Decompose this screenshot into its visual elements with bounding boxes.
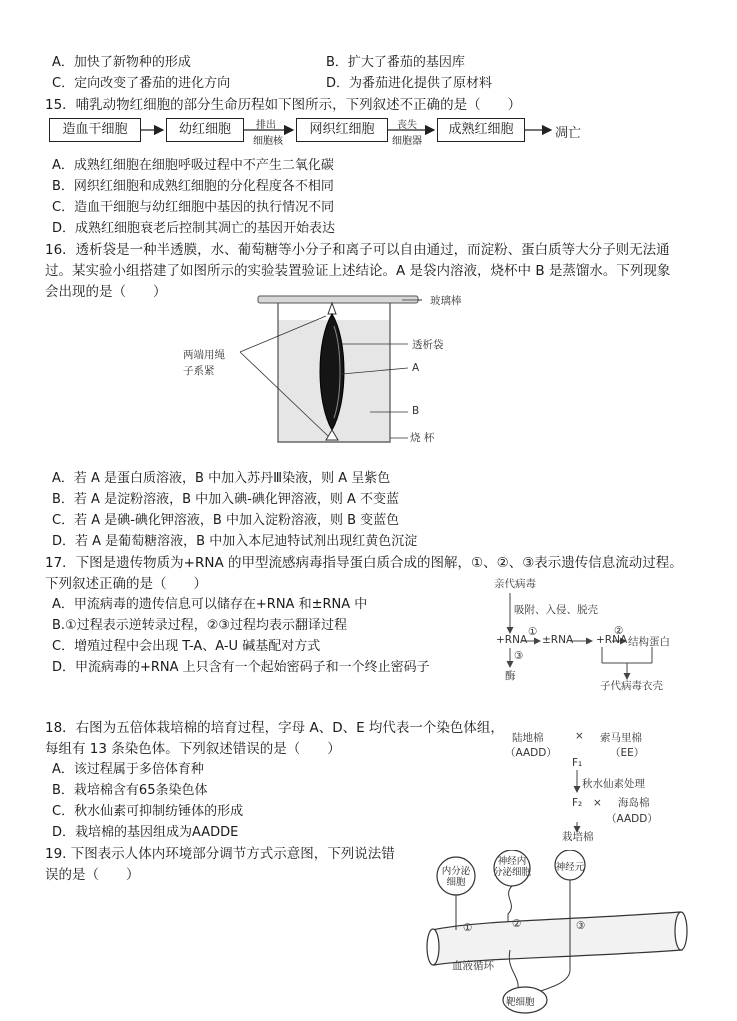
label-dialysis-bag: 透析袋 [412, 339, 444, 351]
label-rope-line1: 两端用绳 [183, 349, 225, 361]
label-step3: ③ [514, 650, 524, 662]
label-upland-genome: （AADD） [505, 747, 557, 759]
label-progeny-capsid: 子代病毒衣壳 [600, 680, 663, 692]
label-somali-cotton: 索马里棉 [600, 732, 642, 744]
label-solution-a: A [412, 362, 420, 374]
label-f1: F₁ [572, 757, 583, 769]
label-path-2: ② [512, 918, 522, 930]
label-plus-rna: +RNA [496, 634, 528, 646]
label-step1: ① [528, 626, 538, 638]
q16-stem-line3: 会出现的是（ ） [45, 284, 167, 300]
q16-option-b: B．若 A 是淀粉溶液，B 中加入碘-碘化钾溶液，则 A 不变蓝 [52, 492, 399, 507]
q14-option-c: C．定向改变了番茄的进化方向 [52, 76, 231, 91]
q15-option-c: C．造血干细胞与幼红细胞中基因的执行情况不同 [52, 200, 335, 215]
label-target-cell: 靶细胞 [506, 997, 535, 1008]
q14-option-a: A．加快了新物种的形成 [52, 55, 191, 70]
label-parent-virus: 亲代病毒 [494, 578, 536, 590]
q16-option-a: A．若 A 是蛋白质溶液，B 中加入苏丹Ⅲ染液，则 A 呈紫色 [52, 471, 391, 486]
q17-option-c: C．增殖过程中会出现 T-A、A-U 碱基配对方式 [52, 639, 321, 654]
q18-option-d: D．栽培棉的基因组成为AADDE [52, 825, 239, 840]
flow-label-organelle: 细胞器 [392, 136, 422, 147]
q14-option-d: D．为番茄进化提供了原材料 [326, 76, 493, 91]
q17-option-a: A．甲流病毒的遗传信息可以储存在+RNA 和±RNA 中 [52, 597, 368, 612]
label-entry: 吸附、入侵、脱壳 [514, 604, 598, 616]
q18-stem-line1: 18．右图为五倍体栽培棉的培育过程，字母 A、D、E 均代表一个染色体组， [45, 720, 504, 736]
cell-neuroendocrine [490, 856, 534, 878]
label-plus-rna-2: +RNA [596, 634, 628, 646]
cell-neuron: 神经元 [555, 862, 585, 873]
label-path-1: ① [463, 922, 473, 934]
cell-endocrine-label-1: 内分泌 [441, 866, 471, 877]
q15-option-d: D．成熟红细胞衰老后控制其凋亡的基因开始表达 [52, 221, 336, 236]
label-cross-1: × [575, 730, 584, 742]
q18-option-a: A．该过程属于多倍体育种 [52, 762, 204, 777]
cell-neuroendocrine-label-2: 分泌细胞 [492, 867, 531, 878]
flow-label-expel: 排出 [256, 120, 276, 131]
label-cultivated-cotton: 栽培棉 [562, 831, 594, 843]
label-step2: ② [614, 625, 624, 637]
q19-stem-line1: 19. 下图表示人体内环境部分调节方式示意图，下列说法错 [45, 846, 395, 862]
q18-option-c: C．秋水仙素可抑制纺锤体的形成 [52, 804, 244, 819]
flow-end-apoptosis: 凋亡 [555, 126, 582, 141]
label-beaker: 烧 杯 [410, 432, 435, 444]
flow-box-mature-rbc: 成熟红细胞 [437, 118, 525, 142]
q17-stem-line2: 下列叙述正确的是（ ） [45, 576, 207, 592]
q14-option-b: B．扩大了番茄的基因库 [326, 55, 465, 70]
label-somali-genome: （EE） [610, 747, 645, 759]
q18-stem-line2: 每组有 13 条染色体。下列叙述错误的是（ ） [45, 741, 341, 757]
cell-neuroendocrine-label-1: 神经内 [497, 856, 527, 867]
cell-endocrine-label-2: 细胞 [446, 877, 466, 888]
cell-endocrine [440, 866, 472, 888]
q19-stem-line2: 误的是（ ） [45, 867, 140, 883]
label-blood-circulation: 血液循环 [452, 960, 494, 972]
q17-stem-line1: 17．下图是遗传物质为+RNA 的甲型流感病毒指导蛋白质合成的图解，①、②、③表示遗传信息流动过程。 [45, 555, 683, 571]
q16-stem-line1: 16．透析袋是一种半透膜，水、葡萄糖等小分子和离子可以自由通过，而淀粉、蛋白质等大分子则无法通 [45, 242, 670, 258]
q16-option-c: C．若 A 是碘-碘化钾溶液，B 中加入淀粉溶液，则 B 变蓝色 [52, 513, 400, 528]
q15-option-a: A．成熟红细胞在细胞呼吸过程中不产生二氧化碳 [52, 158, 334, 173]
q16-stem-line2: 过。某实验小组搭建了如图所示的实验装置验证上述结论。A 是袋内溶液，烧杯中 B 是蒸馏水。下列现象 [45, 263, 671, 279]
label-struct-protein: 结构蛋白 [628, 636, 670, 648]
flow-label-lose: 丧失 [397, 120, 417, 131]
label-cross-2: × [593, 797, 602, 809]
label-sea-island-genome: （AADD） [606, 813, 658, 825]
q16-option-d: D．若 A 是葡萄糖溶液，B 中加入本尼迪特试剂出现红黄色沉淀 [52, 534, 418, 549]
label-f2: F₂ [572, 797, 583, 809]
label-solution-b: B [412, 405, 420, 417]
label-enzyme: 酶 [505, 670, 516, 682]
label-rope-line2: 子系紧 [183, 365, 215, 377]
q15-stem: 15．哺乳动物红细胞的部分生命历程如下图所示，下列叙述不正确的是（ ） [45, 97, 522, 113]
q18-option-b: B．栽培棉含有65条染色体 [52, 783, 208, 798]
label-glass-rod: 玻璃棒 [430, 295, 462, 307]
label-upland-cotton: 陆地棉 [512, 732, 544, 744]
flow-box-erythroblast: 幼红细胞 [166, 118, 244, 142]
flow-label-nucleus: 细胞核 [253, 136, 283, 147]
q15-option-b: B．网织红细胞和成熟红细胞的分化程度各不相同 [52, 179, 334, 194]
label-pm-rna: ±RNA [542, 634, 574, 646]
q17-option-d: D．甲流病毒的+RNA 上只含有一个起始密码子和一个终止密码子 [52, 660, 430, 675]
q17-option-b: B.①过程表示逆转录过程，②③过程均表示翻译过程 [52, 618, 348, 633]
label-sea-island-cotton: 海岛棉 [618, 797, 650, 809]
label-path-3: ③ [576, 920, 586, 932]
flow-box-hsc: 造血干细胞 [49, 118, 141, 142]
flow-arrows [0, 0, 737, 160]
flow-box-reticulocyte: 网织红细胞 [296, 118, 388, 142]
label-colchicine: 秋水仙素处理 [582, 778, 645, 790]
